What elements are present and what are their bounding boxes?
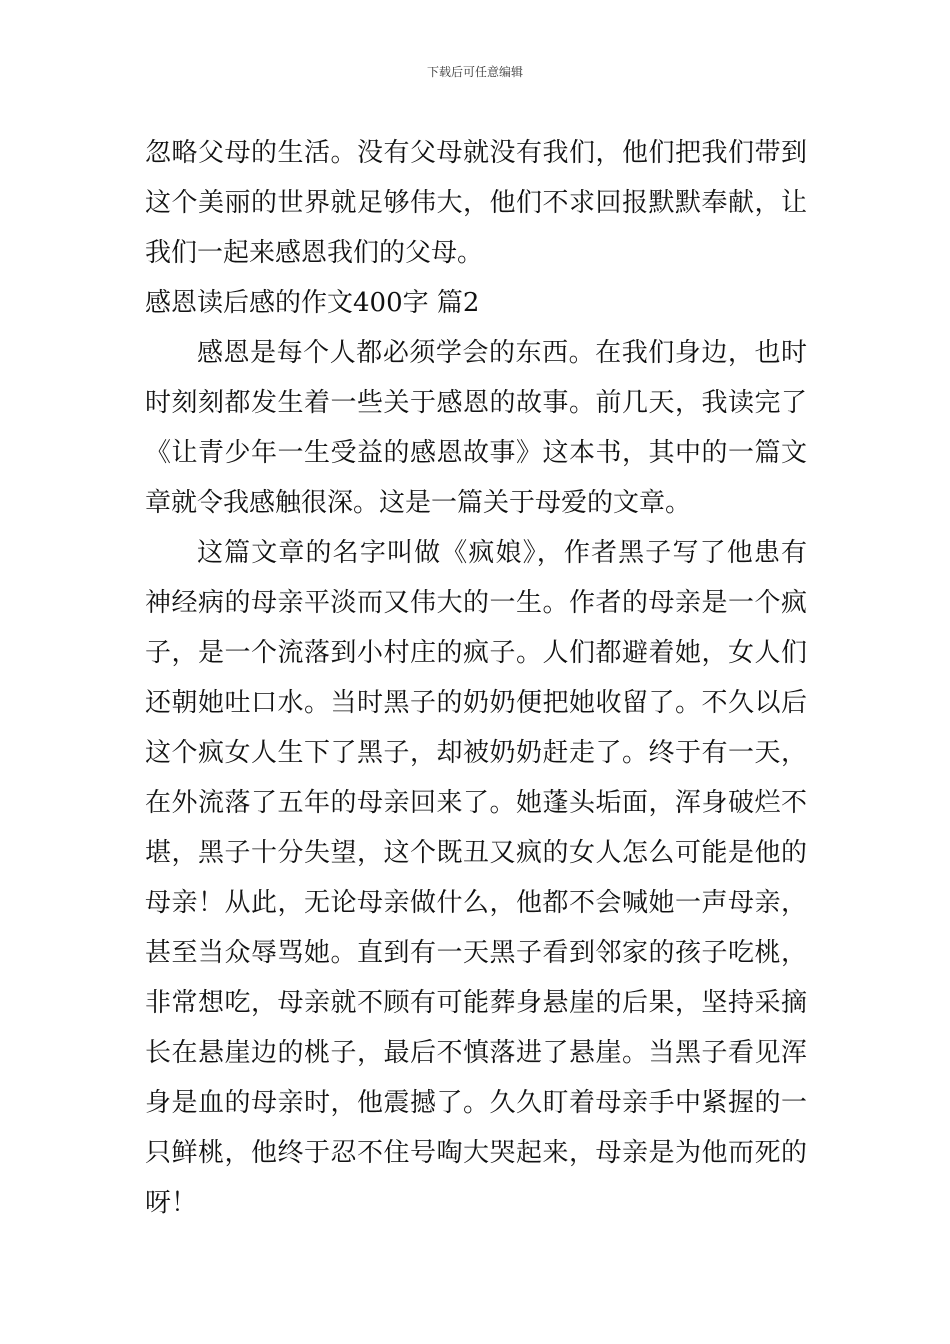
page-header: 下载后可任意编辑 bbox=[426, 65, 523, 79]
paragraph-crazy-mother-story: 这篇文章的名字叫做《疯娘》，作者黑子写了他患有神经病的母亲平淡而又伟大的一生。作者的母亲是一个疯子，是一个流落到小村庄的疯子。人们都避着她，女人们还朝她吐口水。当时黑子的奶奶便把她收留了。不久以后这个疯女人生下了黑子，却被奶奶赶走了。终于有一天，在外流落了五年的母亲回来了。她蓬头垢面，浑身破烂不堪，黑子十分失望，这个既丑又疯的女人怎么可能是他的母亲！从此，无论母亲做什么，他都不会喊她一声母亲，甚至当众辱骂她。直到有一天黑子看到邻家的孩子吃桃，非常想吃，母亲就不顾有可能葬身悬崖的后果，坚持采摘长在悬崖边的桃子，最后不慎落进了悬崖。当黑子看见浑身是血的母亲时，他震撼了。久久盯着母亲手中紧握的一只鲜桃，他终于忍不住号啕大哭起来，母亲是为他而死的呀！ bbox=[145, 538, 807, 1218]
paragraph-intro-continuation: 忽略父母的生活。没有父母就没有我们，他们把我们带到这个美丽的世界就足够伟大，他们不求回报默默奉献，让我们一起来感恩我们的父母。 bbox=[145, 138, 807, 268]
paragraph-gratitude: 感恩是每个人都必须学会的东西。在我们身边，也时时刻刻都发生着一些关于感恩的故事。前几天，我读完了《让青少年一生受益的感恩故事》这本书，其中的一篇文章就令我感触很深。这是一篇关于母爱的文章。 bbox=[145, 338, 807, 518]
document-body bbox=[145, 128, 807, 1228]
section-heading: 感恩读后感的作文400字 篇2 bbox=[145, 288, 480, 318]
